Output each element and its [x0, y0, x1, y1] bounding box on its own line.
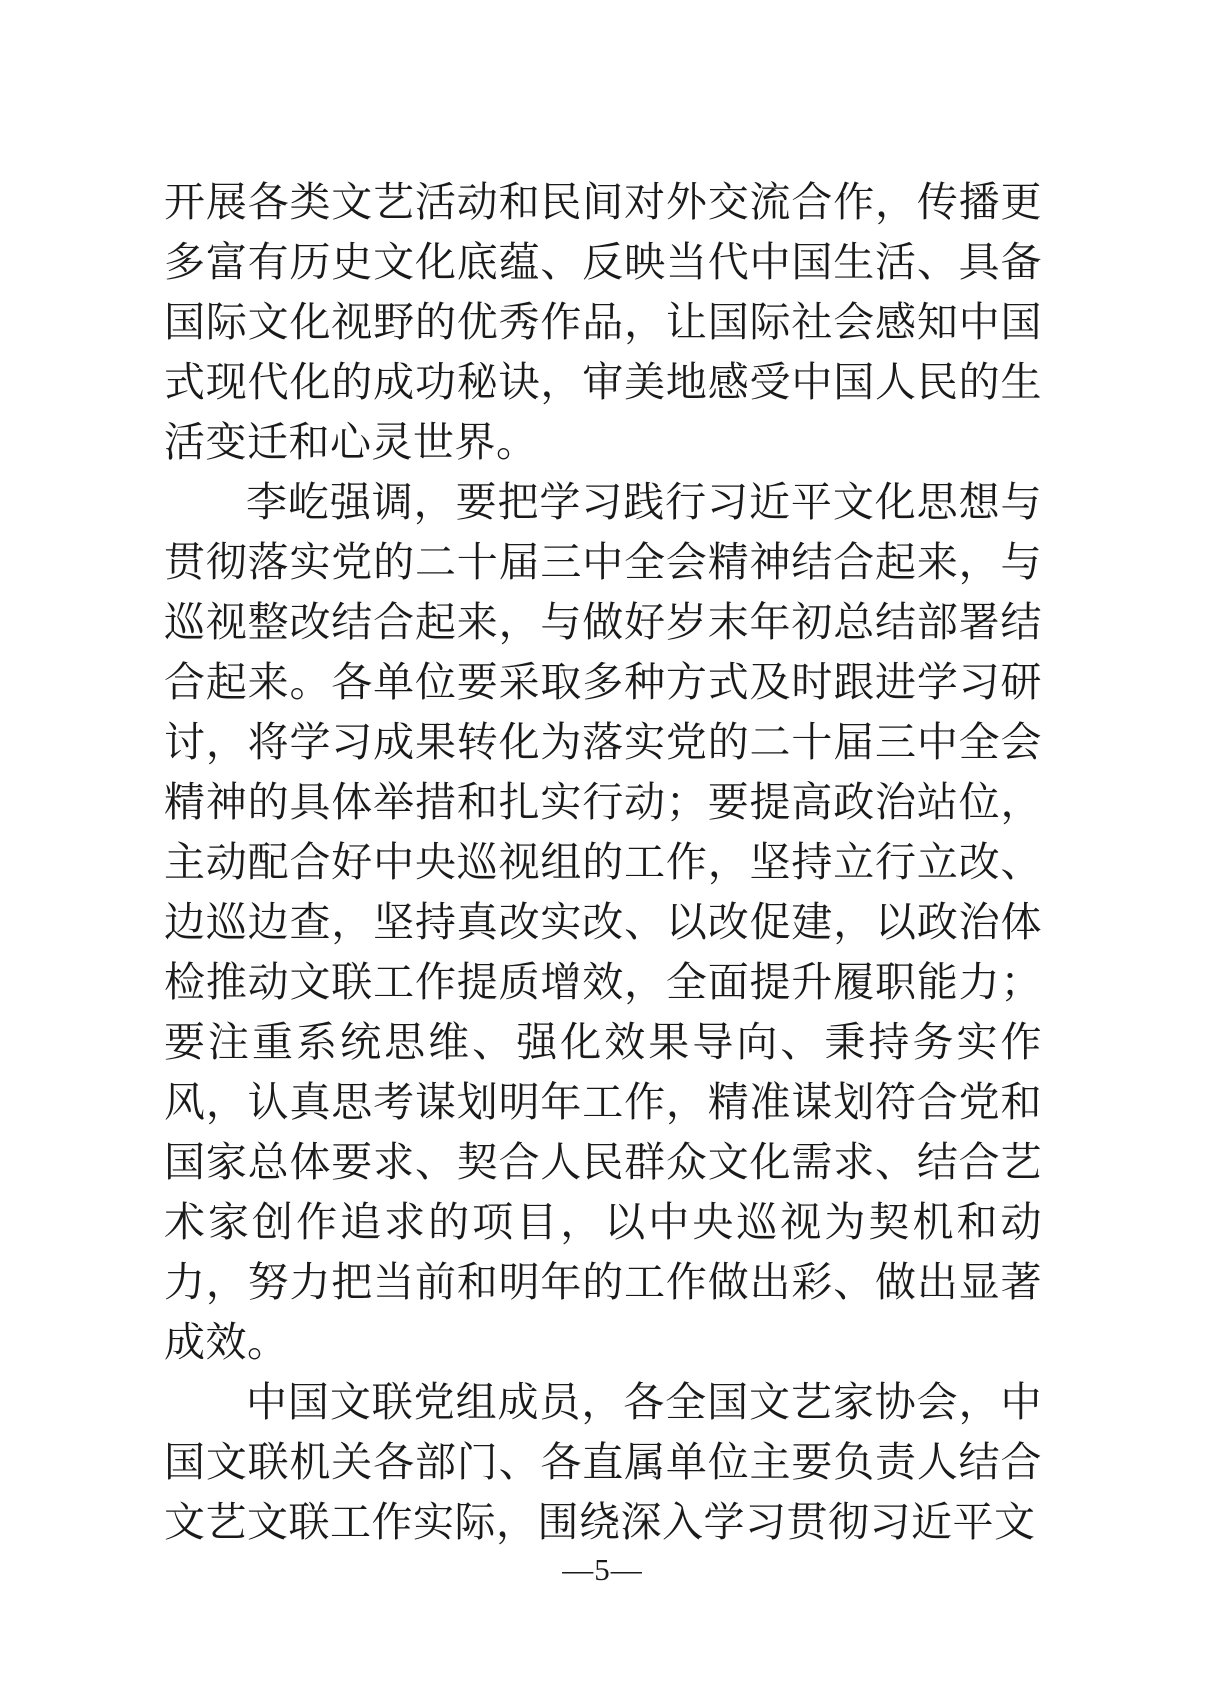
page-number: —5—	[562, 1552, 643, 1587]
body-paragraph: 开展各类文艺活动和民间对外交流合作，传播更多富有历史文化底蕴、反映当代中国生活、具备国际文化视野的优秀作品，让国际社会感知中国式现代化的成功秘诀，审美地感受中国人民的生活变迁和心灵世界。	[164, 179, 1042, 465]
body-paragraph: 李屹强调，要把学习践行习近平文化思想与贯彻落实党的二十届三中全会精神结合起来，与巡视整改结合起来，与做好岁末年初总结部署结合起来。各单位要采取多种方式及时跟进学习研讨，将学习成果转化为落实党的二十届三中全会精神的具体举措和扎实行动；要提高政治站位，主动配合好中央巡视组的工作，坚持立行立改、边巡边查，坚持真改实改、以改促建，以政治体检推动文联工作提质增效，全面提升履职能力；要注重系统思维、强化效果导向、秉持务实作风，认真思考谋划明年工作，精准谋划符合党和国家总体要求、契合人民群众文化需求、结合艺术家创作追求的项目，以中央巡视为契机和动力，努力把当前和明年的工作做出彩、做出显著成效。	[164, 479, 1042, 1365]
body-paragraph: 中国文联党组成员，各全国文艺家协会，中国文联机关各部门、各直属单位主要负责人结合文艺文联工作实际，围绕深入学习贯彻习近平文	[164, 1379, 1042, 1545]
document-body	[164, 172, 1042, 1552]
